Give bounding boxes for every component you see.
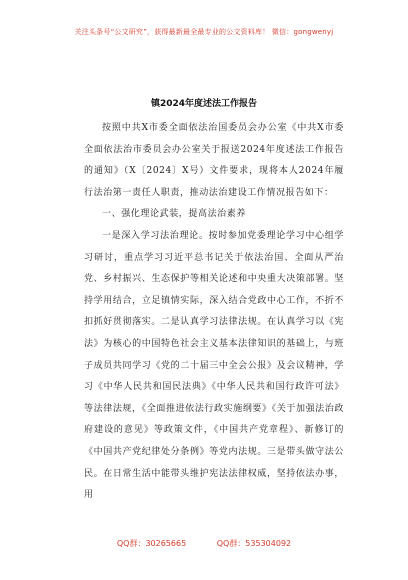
footer-banner — [0, 538, 408, 549]
page-title: 镇2024年度述法工作报告 — [150, 99, 258, 109]
body-paragraph: 一是深入学习法治理论。按时参加党委理论学习中心组学习研讨，重点学习习近平总书记关于依法治国、全面从严治党、乡村振兴、生态保护等相关论述和中央重大决策部署。坚持学用结合，立足镇情实际，深入结合党政中心工作，不折不扣抓好贯彻落实。二是认真学习法律法规。在认真学习以《宪法》为核心的中国特色社会主义基本法律知识的基础上，与班子成员共同学习《党的二十届三中全会公报》及会议精神，学习《中华人民共和国民法典》《中华人民共和国行政许可法》等法律法规，《全面推进依法行政实施纲要》《关于加强法治政府建设的意见》等政策文件，《中国共产党章程》、新修订的《中国共产党纪律处分条例》等党内法规。三是带头做守法公民。在日常生活中能带头维护宪法法律权威，坚持依法办事，用 — [84, 230, 344, 501]
promo-banner: 关注头条号“公文研究”，获得最新最全最专业的公文资料库！ 微信：gongwenyj — [74, 28, 334, 36]
section-heading: 一、强化理论武装，提高法治素养 — [102, 209, 247, 220]
document-body — [84, 118, 344, 507]
qq-group-2: QQ群：535304092 — [216, 539, 292, 548]
qq-group-1: QQ群：30265665 — [116, 539, 187, 548]
intro-paragraph: 按照中共X市委全面依法治国委员会办公室《中共X市委全面依法治市委员会办公室关于报送2024年度述法工作报告的通知》（X〔2024〕X号）文件要求，现将本人2024年履行法治第一责任人职责，推动法治建设工作情况报告如下： — [84, 123, 344, 198]
